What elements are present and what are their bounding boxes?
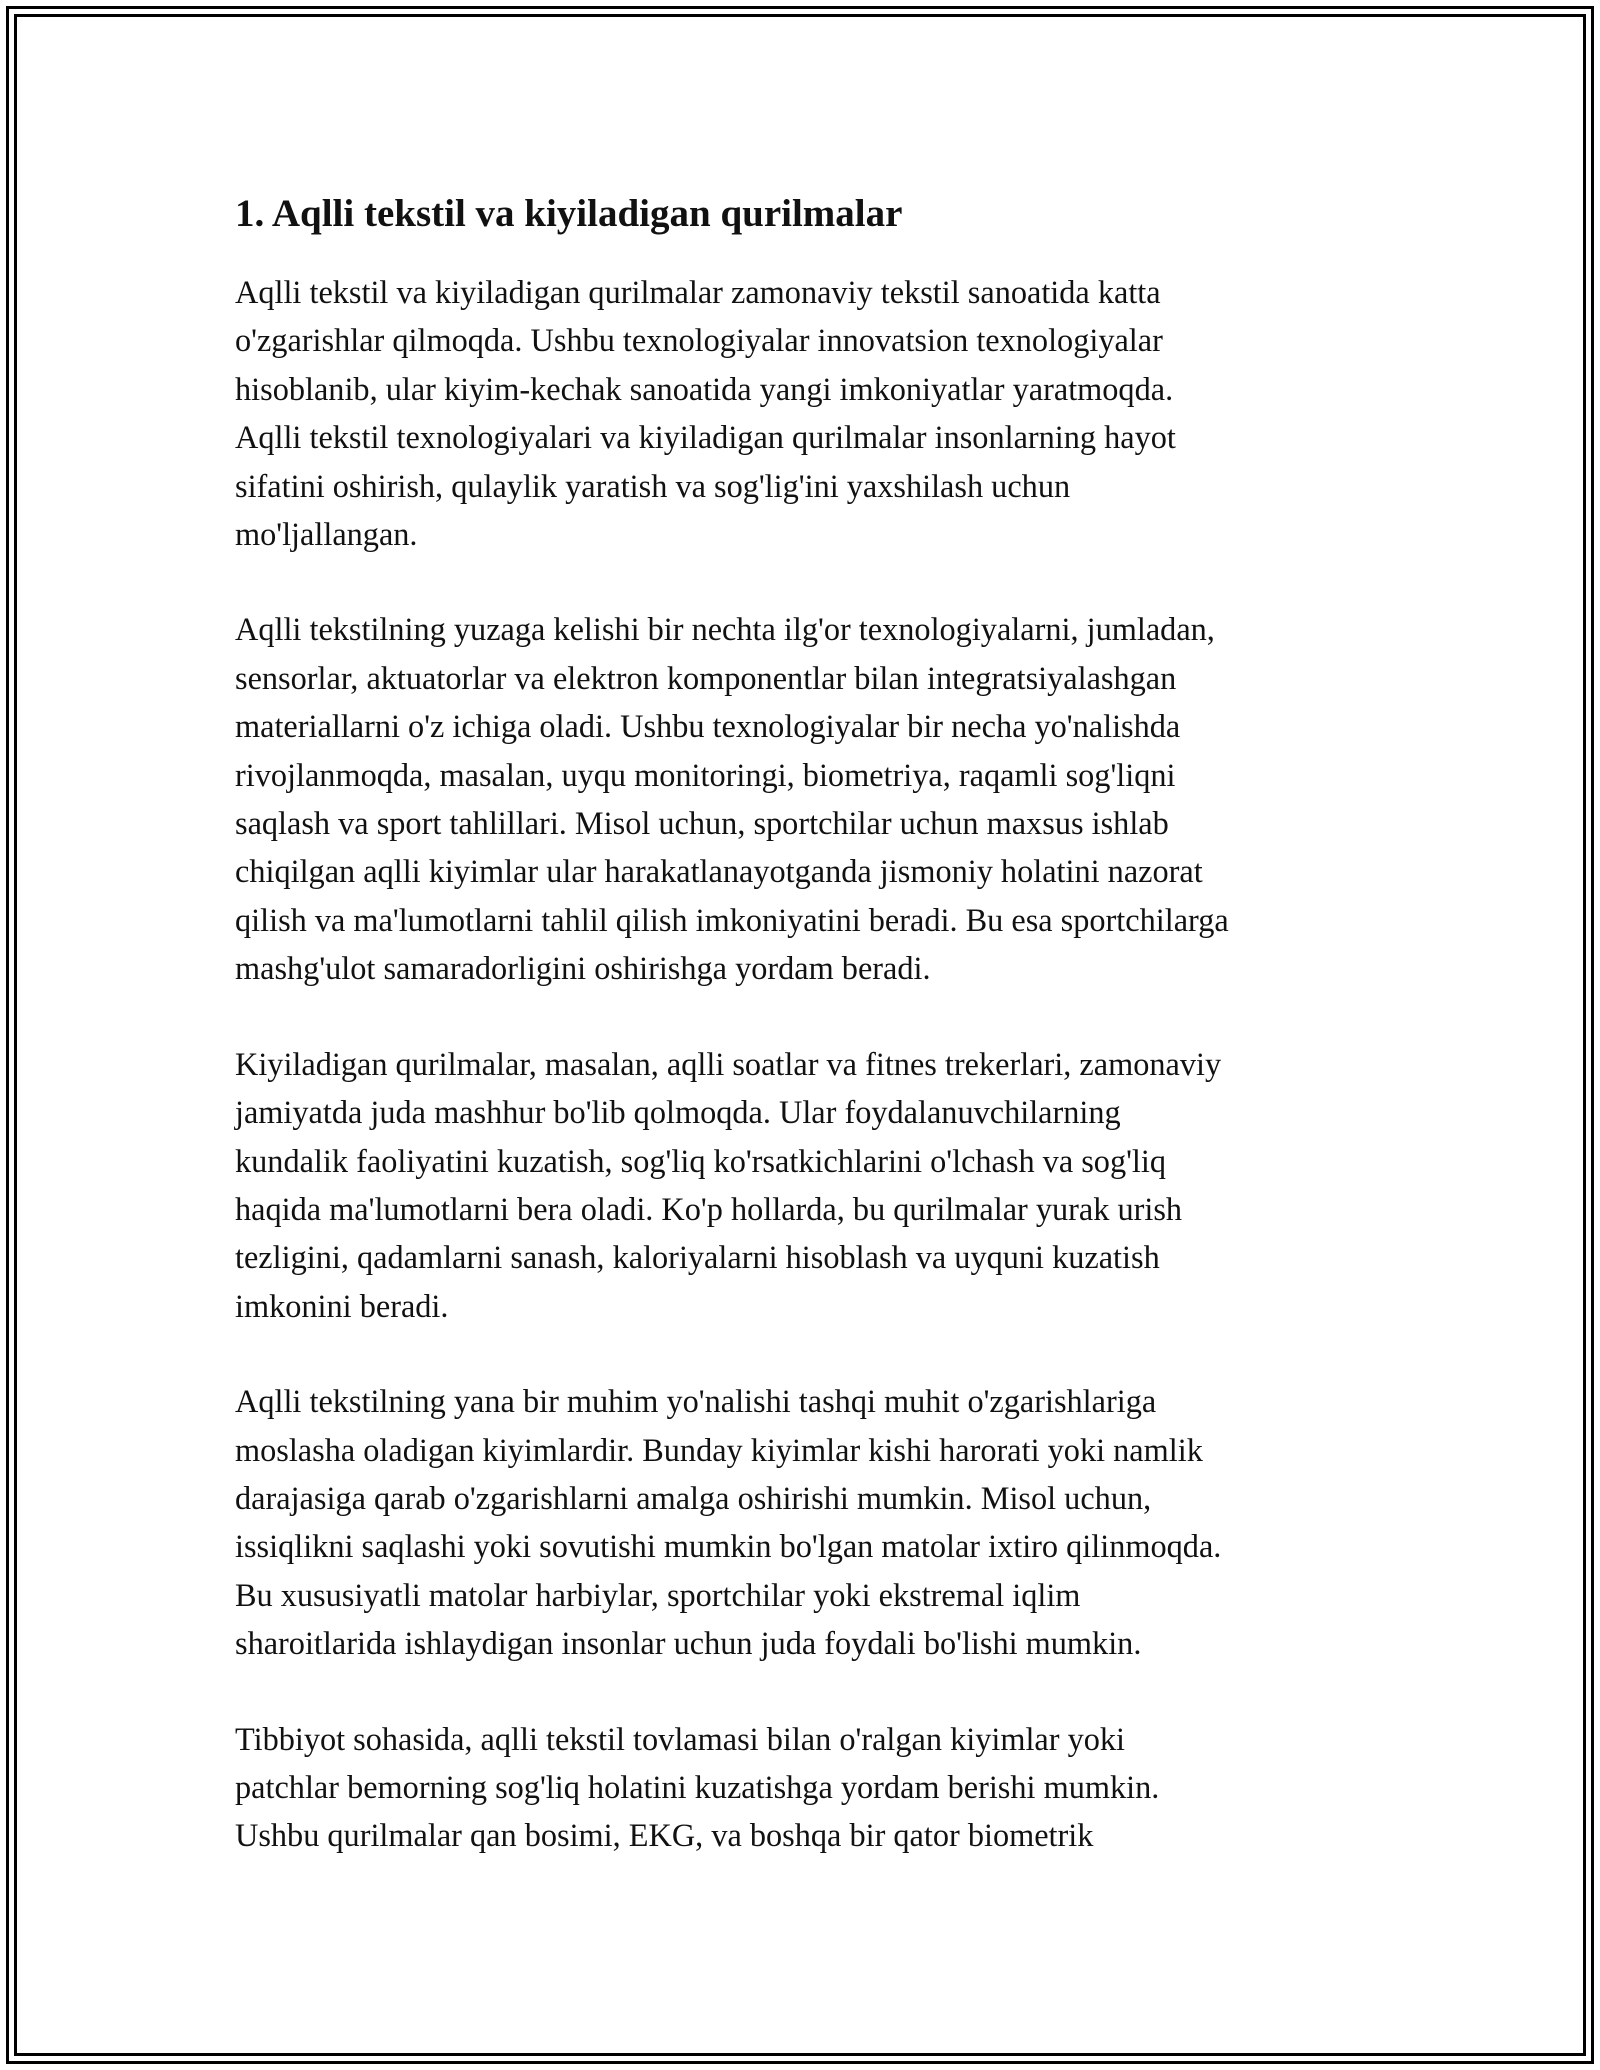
paragraph-line: haqida ma'lumotlarni bera oladi. Ko'p hollarda, bu qurilmalar yurak urish — [235, 1190, 1183, 1227]
paragraph-line: saqlash va sport tahlillari. Misol uchun, sportchilar uchun maxsus ishlab — [235, 805, 1169, 842]
paragraph-list — [235, 268, 1375, 1860]
paragraph-line: sifatini oshirish, qulaylik yaratish va sog'lig'ini yaxshilash uchun — [235, 467, 1071, 504]
paragraph-line: o'zgarishlar qilmoqda. Ushbu texnologiyalar innovatsion texnologiyalar — [235, 322, 1163, 359]
paragraph-line: qilish va ma'lumotlarni tahlil qilish imkoniyatini beradi. Bu esa sportchilarga — [235, 901, 1229, 938]
paragraph-line: hisoblanib, ular kiyim-kechak sanoatida yangi imkoniyatlar yaratmoqda. — [235, 370, 1174, 407]
paragraph-line: Tibbiyot sohasida, aqlli tekstil tovlamasi bilan o'ralgan kiyimlar yoki — [235, 1720, 1126, 1757]
paragraph-line: chiqilgan aqlli kiyimlar ular harakatlanayotganda jismoniy holatini nazorat — [235, 853, 1203, 890]
paragraph-line: jamiyatda juda mashhur bo'lib qolmoqda. Ular foydalanuvchilarning — [235, 1094, 1121, 1131]
paragraph-line: imkonini beradi. — [235, 1287, 449, 1324]
paragraph-line: Aqlli tekstil texnologiyalari va kiyiladigan qurilmalar insonlarning hayot — [235, 419, 1176, 456]
paragraph-line: tezligini, qadamlarni sanash, kaloriyalarni hisoblash va uyquni kuzatish — [235, 1239, 1160, 1276]
paragraph — [235, 605, 1375, 992]
paragraph-line: Aqlli tekstilning yuzaga kelishi bir nechta ilg'or texnologiyalarni, jumladan, — [235, 611, 1215, 648]
paragraph-line: mashg'ulot samaradorligini oshirishga yordam beradi. — [235, 950, 931, 987]
paragraph-line: mo'ljallangan. — [235, 516, 418, 553]
paragraph-line: patchlar bemorning sog'liq holatini kuzatishga yordam berishi mumkin. — [235, 1768, 1160, 1805]
paragraph — [235, 268, 1375, 558]
paragraph — [235, 1377, 1375, 1667]
paragraph-line: moslasha oladigan kiyimlardir. Bunday kiyimlar kishi harorati yoki namlik — [235, 1431, 1203, 1468]
paragraph-line: kundalik faoliyatini kuzatish, sog'liq ko'rsatkichlarini o'lchash va sog'liq — [235, 1142, 1167, 1179]
paragraph — [235, 1040, 1375, 1330]
paragraph-line: sensorlar, aktuatorlar va elektron komponentlar bilan integratsiyalashgan — [235, 659, 1177, 696]
paragraph-line: Kiyiladigan qurilmalar, masalan, aqlli soatlar va fitnes trekerlari, zamonaviy — [235, 1045, 1222, 1082]
paragraph-line: materiallarni o'z ichiga oladi. Ushbu texnologiyalar bir necha yo'nalishda — [235, 708, 1181, 745]
paragraph — [235, 1715, 1375, 1860]
paragraph-line: Aqlli tekstil va kiyiladigan qurilmalar zamonaviy tekstil sanoatida katta — [235, 274, 1161, 310]
document-body — [235, 188, 1375, 1907]
paragraph-line: Ushbu qurilmalar qan bosimi, EKG, va boshqa bir qator biometrik — [235, 1817, 1094, 1854]
section-heading: 1. Aqlli tekstil va kiyiladigan qurilmalar — [235, 192, 903, 235]
paragraph-line: Aqlli tekstilning yana bir muhim yo'nalishi tashqi muhit o'zgarishlariga — [235, 1383, 1157, 1420]
paragraph-line: darajasiga qarab o'zgarishlarni amalga oshirishi mumkin. Misol uchun, — [235, 1479, 1152, 1516]
paragraph-line: issiqlikni saqlashi yoki sovutishi mumkin bo'lgan matolar ixtiro qilinmoqda. — [235, 1528, 1222, 1565]
paragraph-line: rivojlanmoqda, masalan, uyqu monitoringi, biometriya, raqamli sog'liqni — [235, 756, 1176, 793]
paragraph-line: sharoitlarida ishlaydigan insonlar uchun juda foydali bo'lishi mumkin. — [235, 1625, 1142, 1662]
paragraph-line: Bu xususiyatli matolar harbiylar, sportchilar yoki ekstremal iqlim — [235, 1576, 1081, 1613]
